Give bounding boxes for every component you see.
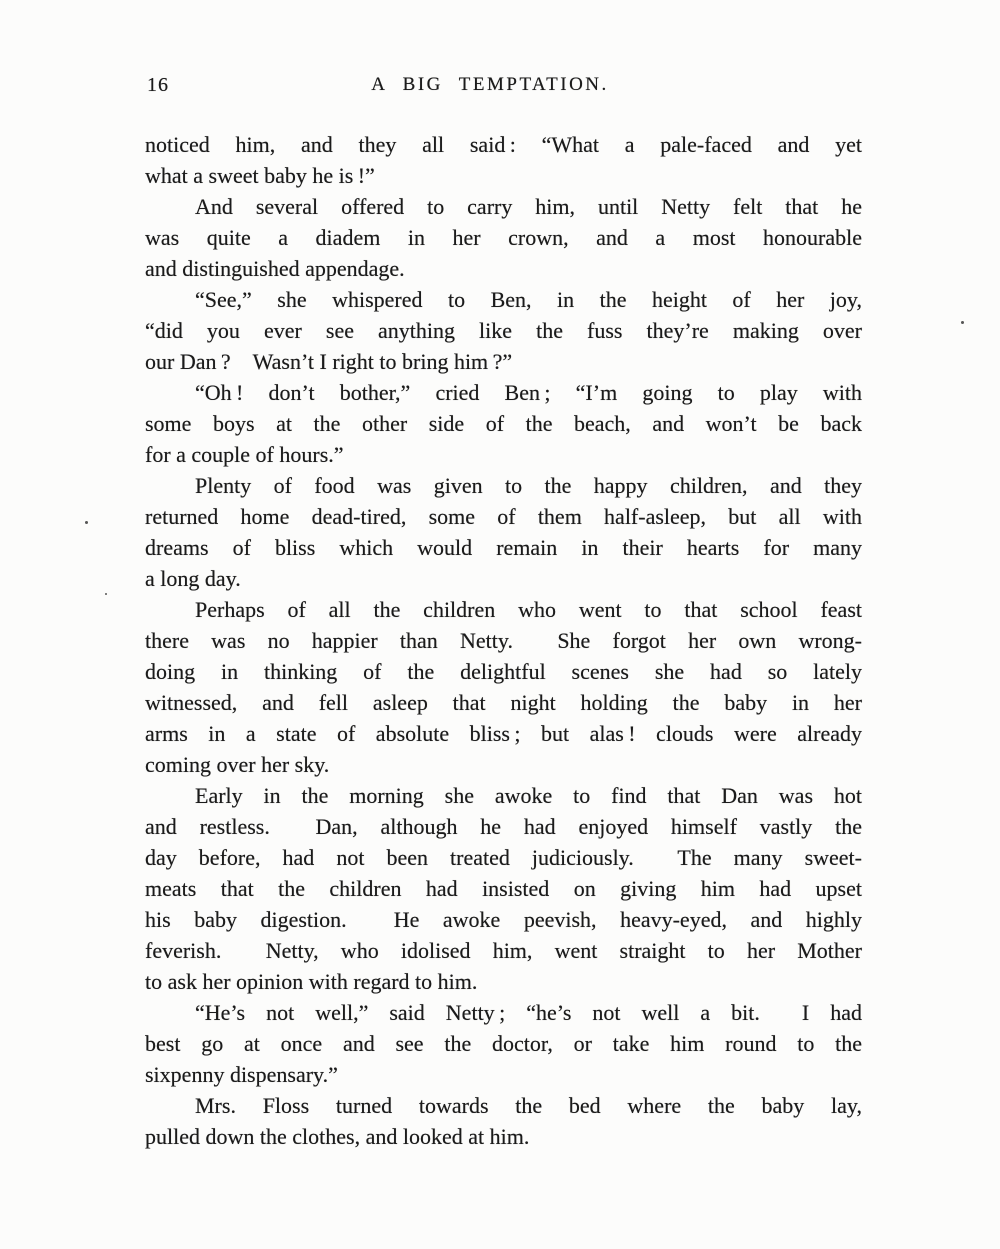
paragraph xyxy=(145,470,862,594)
text-line: meats that the children had insisted on giving him had upset xyxy=(145,876,862,901)
scan-speck xyxy=(105,593,107,595)
text-line: coming over her sky. xyxy=(145,752,330,777)
text-line: there was no happier than Netty. She forgot her own wrong- xyxy=(145,628,862,653)
paragraph xyxy=(145,191,862,284)
text-line: dreams of bliss which would remain in their hearts for many xyxy=(145,535,862,560)
paragraph xyxy=(145,284,862,377)
paragraph xyxy=(145,997,862,1090)
text-line: witnessed, and fell asleep that night holding the baby in her xyxy=(145,690,862,715)
text-line: sixpenny dispensary.” xyxy=(145,1062,338,1087)
text-line: and distinguished appendage. xyxy=(145,256,405,281)
text-line: best go at once and see the doctor, or take him round to the xyxy=(145,1031,862,1056)
text-line: arms in a state of absolute bliss ; but alas ! clouds were already xyxy=(145,721,862,746)
text-line: to ask her opinion with regard to him. xyxy=(145,969,478,994)
text-line: pulled down the clothes, and looked at him. xyxy=(145,1124,530,1149)
running-header: A BIG TEMPTATION. xyxy=(371,74,609,95)
text-line: his baby digestion. He awoke peevish, heavy-eyed, and highly xyxy=(145,907,862,932)
text-line: And several offered to carry him, until Netty felt that he xyxy=(195,194,862,219)
text-line: “Oh ! don’t bother,” cried Ben ; “I’m going to play with xyxy=(195,380,862,405)
paragraph xyxy=(145,1090,862,1152)
text-line: some boys at the other side of the beach, and won’t be back xyxy=(145,411,862,436)
text-line: “He’s not well,” said Netty ; “he’s not well a bit. I had xyxy=(195,1000,862,1025)
text-line: doing in thinking of the delightful scenes she had so lately xyxy=(145,659,862,684)
scan-speck xyxy=(85,521,88,524)
text-line: “did you ever see anything like the fuss they’re making over xyxy=(145,318,862,343)
text-line: Plenty of food was given to the happy children, and they xyxy=(195,473,862,498)
text-line: noticed him, and they all said : “What a pale-faced and yet xyxy=(145,132,862,157)
text-line: what a sweet baby he is !” xyxy=(145,163,375,188)
text-line: our Dan ? Wasn’t I right to bring him ?” xyxy=(145,349,513,374)
text-line: a long day. xyxy=(145,566,241,591)
text-line: “See,” she whispered to Ben, in the height of her joy, xyxy=(195,287,862,312)
scan-speck xyxy=(961,321,964,324)
text-line: Mrs. Floss turned towards the bed where the baby lay, xyxy=(195,1093,862,1118)
text-line: Early in the morning she awoke to find that Dan was hot xyxy=(195,783,862,808)
text-line: feverish. Netty, who idolised him, went straight to her Mother xyxy=(145,938,862,963)
paragraph xyxy=(145,780,862,997)
page-number: 16 xyxy=(147,74,169,96)
text-line: and restless. Dan, although he had enjoyed himself vastly the xyxy=(145,814,862,839)
paragraph xyxy=(145,377,862,470)
text-line: day before, had not been treated judiciously. The many sweet- xyxy=(145,845,862,870)
paragraph xyxy=(145,594,862,780)
text-line: for a couple of hours.” xyxy=(145,442,344,467)
text-line: returned home dead-tired, some of them half-asleep, but all with xyxy=(145,504,862,529)
text-line: was quite a diadem in her crown, and a most honourable xyxy=(145,225,862,250)
paragraph xyxy=(145,129,862,191)
text-block xyxy=(145,129,862,1152)
text-line: Perhaps of all the children who went to that school feast xyxy=(195,597,862,622)
